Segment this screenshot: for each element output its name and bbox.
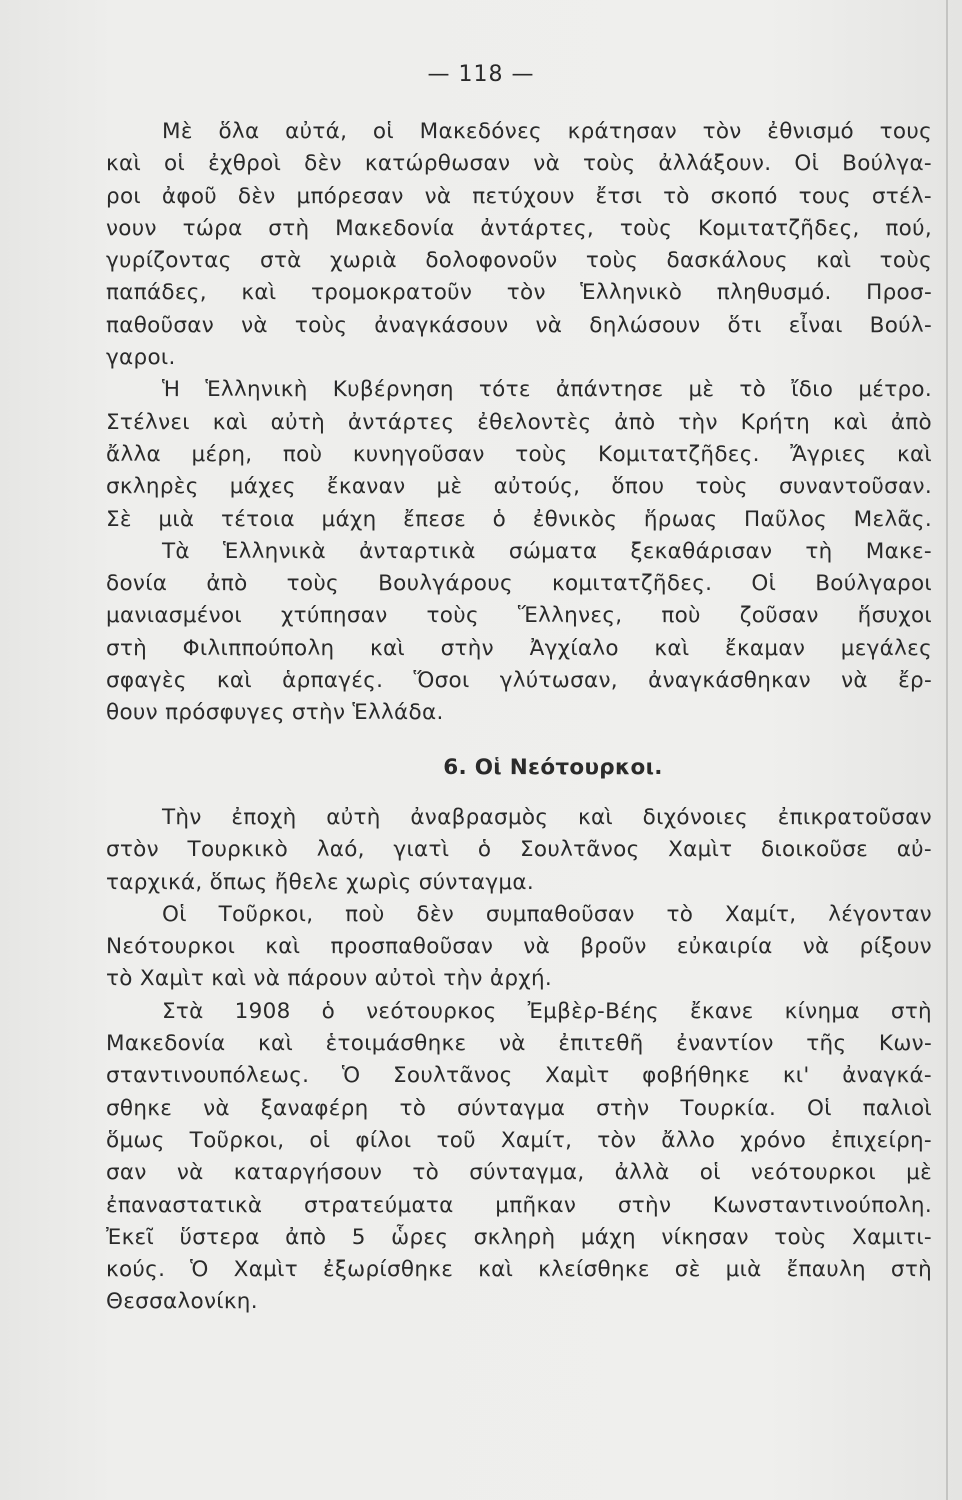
body-text [106, 116, 932, 1319]
text-line: Μὲ ὅλα αὐτά, οἱ Μακεδόνες κράτησαν τὸν ἐθνισμό τους [162, 119, 932, 144]
paragraph-4 [106, 802, 932, 899]
spacer [106, 784, 932, 802]
text-line: ὅμως Τοῦρκοι, οἱ φίλοι τοῦ Χαμίτ, τὸν ἄλλο χρόνο ἐπιχείρη- [106, 1127, 932, 1153]
text-line: ροι ἀφοῦ δὲν μπόρεσαν νὰ πετύχουν ἔτσι τὸ σκοπό τους στέλ- [106, 183, 932, 209]
text-line: μανιασμένοι χτύπησαν τοὺς Ἕλληνες, ποὺ ζοῦσαν ἥσυχοι [106, 603, 932, 629]
paragraph-6 [106, 996, 932, 1319]
page-edge [946, 0, 948, 1500]
text-line: Ἡ Ἑλληνικὴ Κυβέρνηση τότε ἀπάντησε μὲ τὸ ἴδιο μέτρο. [162, 377, 932, 403]
paragraph-5 [106, 899, 932, 996]
text-line: Οἱ Τοῦρκοι, ποὺ δὲν συμπαθοῦσαν τὸ Χαμίτ, λέγονταν [162, 901, 932, 927]
text-line: Τὴν ἐποχὴ αὐτὴ ἀναβρασμὸς καὶ διχόνοιες ἐπικρατοῦσαν [162, 804, 932, 830]
text-line: Ἐκεῖ ὕστερα ἀπὸ 5 ὧρες σκληρὴ μάχη νίκησαν τοὺς Χαμιτι- [106, 1224, 932, 1250]
paragraph-3 [106, 536, 932, 730]
text-line: Στὰ 1908 ὁ νεότουρκος Ἐμβὲρ-Βέης ἔκανε κίνημα στὴ [162, 998, 932, 1024]
text-line: Νεότουρκοι καὶ προσπαθοῦσαν νὰ βροῦν εὐκαιρία νὰ ρίξουν [106, 934, 932, 960]
spacer [106, 730, 932, 752]
text-line: Στέλνει καὶ αὐτὴ ἀντάρτες ἐθελοντὲς ἀπὸ τὴν Κρήτη καὶ ἀπὸ [106, 409, 932, 435]
text-line: παπάδες, καὶ τρομοκρατοῦν τὸν Ἑλληνικὸ πληθυσμό. Προσ- [106, 280, 932, 306]
text-line: σταντινουπόλεως. Ὁ Σουλτᾶνος Χαμὶτ φοβήθηκε κι' ἀναγκά- [106, 1063, 932, 1089]
paragraph-1 [106, 116, 932, 374]
paragraph-2 [106, 374, 932, 535]
text-line: γαροι. [106, 345, 176, 371]
text-line: γυρίζοντας στὰ χωριὰ δολοφονοῦν τοὺς δασκάλους καὶ τοὺς [106, 248, 932, 274]
text-line: Τὰ Ἑλληνικὰ ἀνταρτικὰ σώματα ξεκαθάρισαν τὴ Μακε- [162, 538, 932, 564]
text-line: ἐπαναστατικὰ στρατεύματα μπῆκαν στὴν Κωνσταντινούπολη. [106, 1192, 932, 1218]
section-heading: 6. Οἱ Νεότουρκοι. [443, 754, 663, 780]
text-line: παθοῦσαν νὰ τοὺς ἀναγκάσουν νὰ δηλώσουν ὅτι εἶναι Βούλ- [106, 312, 932, 338]
text-line: σθηκε νὰ ξαναφέρη τὸ σύνταγμα στὴν Τουρκία. Οἱ παλιοὶ [106, 1095, 932, 1121]
text-line: νουν τώρα στὴ Μακεδονία ἀντάρτες, τοὺς Κομιτατζῆδες, πού, [106, 215, 932, 241]
text-line: ταρχικά, ὅπως ἤθελε χωρὶς σύνταγμα. [106, 869, 535, 895]
text-line: σφαγὲς καὶ ἁρπαγές. Ὅσοι γλύτωσαν, ἀναγκάσθηκαν νὰ ἔρ- [106, 668, 932, 694]
text-line: σκληρὲς μάχες ἔκαναν μὲ αὐτούς, ὅπου τοὺς συναντοῦσαν. [106, 474, 932, 500]
text-line: δονία ἀπὸ τοὺς Βουλγάρους κομιτατζῆδες. Οἱ Βούλγαροι [106, 571, 932, 597]
page-number: — 118 — [427, 62, 535, 87]
text-line: καὶ οἱ ἐχθροὶ δὲν κατώρθωσαν νὰ τοὺς ἀλλάξουν. Οἱ Βούλγα- [106, 151, 932, 177]
text-line: Θεσσαλονίκη. [106, 1289, 258, 1315]
text-line: τὸ Χαμὶτ καὶ νὰ πάρουν αὐτοὶ τὴν ἀρχή. [106, 966, 553, 992]
text-line: θουν πρόσφυγες στὴν Ἑλλάδα. [106, 700, 444, 726]
text-line: Μακεδονία καὶ ἑτοιμάσθηκε νὰ ἐπιτεθῆ ἐναντίον τῆς Κων- [106, 1031, 932, 1057]
text-line: στὴ Φιλιππούπολη καὶ στὴν Ἀγχίαλο καὶ ἔκαμαν μεγάλες [106, 635, 932, 661]
text-line: σαν νὰ καταργήσουν τὸ σύνταγμα, ἀλλὰ οἱ νεότουρκοι μὲ [106, 1160, 932, 1186]
text-line: ἄλλα μέρη, ποὺ κυνηγοῦσαν τοὺς Κομιτατζῆδες. Ἄγριες καὶ [106, 441, 932, 467]
text-line: στὸν Τουρκικὸ λαό, γιατὶ ὁ Σουλτᾶνος Χαμὶτ διοικοῦσε αὐ- [106, 837, 932, 863]
text-line: Σὲ μιὰ τέτοια μάχη ἔπεσε ὁ ἐθνικὸς ἥρωας Παῦλος Μελᾶς. [106, 506, 932, 532]
text-line: κούς. Ὁ Χαμὶτ ἐξωρίσθηκε καὶ κλείσθηκε σὲ μιὰ ἔπαυλη στὴ [106, 1257, 932, 1283]
